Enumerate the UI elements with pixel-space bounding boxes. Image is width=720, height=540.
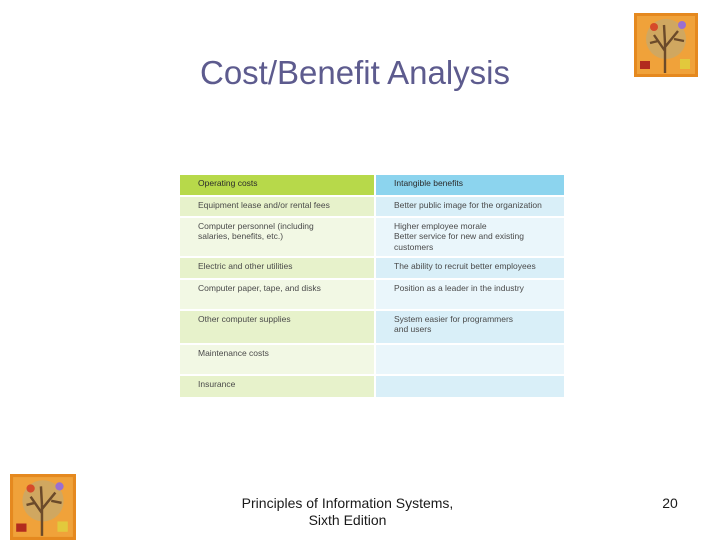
operating-cost-cell — [180, 196, 375, 217]
cell-text-line: Better public image for the organization — [394, 200, 542, 210]
table-row — [180, 310, 564, 344]
operating-cost-cell — [180, 279, 375, 310]
header-intangible-benefits: Intangible benefits — [375, 175, 564, 196]
cell-text-line: and users — [394, 324, 432, 335]
table-row — [180, 375, 564, 398]
cell-text-line: Other computer supplies — [198, 313, 291, 324]
cell-text-line: Higher employee morale — [394, 220, 487, 231]
header-operating-costs: Operating costs — [180, 175, 375, 196]
cell-text-line: salaries, benefits, etc.) — [198, 231, 284, 242]
cell-text-line: Position as a leader in the industry — [394, 282, 524, 293]
table-header-row — [180, 175, 564, 196]
operating-cost-cell — [180, 310, 375, 344]
table-row — [180, 344, 564, 375]
intangible-benefit-cell — [375, 279, 564, 310]
slide-title: Cost/Benefit Analysis — [200, 54, 510, 91]
intangible-benefit-cell — [375, 310, 564, 344]
table-row — [180, 196, 564, 217]
intangible-benefit-cell — [375, 257, 564, 279]
cell-text-line: customers — [394, 241, 434, 252]
footer-book-title — [220, 495, 475, 529]
tree-logo-icon — [634, 13, 698, 77]
operating-cost-cell — [180, 257, 375, 279]
table-row — [180, 279, 564, 310]
intangible-benefit-cell — [375, 196, 564, 217]
intangible-benefit-cell — [375, 344, 564, 375]
page-number: 20 — [662, 495, 678, 511]
cell-text-line: Computer paper, tape, and disks — [198, 282, 321, 293]
footer-line-1: Principles of Information Systems, — [241, 495, 454, 511]
cell-text-line: System easier for programmers — [394, 313, 514, 324]
operating-cost-cell — [180, 344, 375, 375]
table-row — [180, 217, 564, 257]
operating-cost-cell — [180, 375, 375, 398]
cell-text-line: Better service for new and existing — [394, 231, 524, 242]
cell-text-line: Insurance — [198, 379, 236, 390]
cost-benefit-table — [180, 175, 564, 399]
tree-logo-icon — [10, 474, 76, 540]
intangible-benefit-cell — [375, 375, 564, 398]
cell-text-line: Computer personnel (including — [198, 220, 314, 231]
cell-text-line: Electric and other utilities — [198, 260, 293, 271]
operating-cost-cell — [180, 217, 375, 257]
cell-text-line: The ability to recruit better employees — [394, 260, 536, 271]
intangible-benefit-cell — [375, 217, 564, 257]
footer-line-2: Sixth Edition — [308, 512, 387, 528]
cell-text-line: Maintenance costs — [198, 347, 269, 358]
table-row — [180, 257, 564, 279]
cell-text-line: Equipment lease and/or rental fees — [198, 200, 330, 210]
